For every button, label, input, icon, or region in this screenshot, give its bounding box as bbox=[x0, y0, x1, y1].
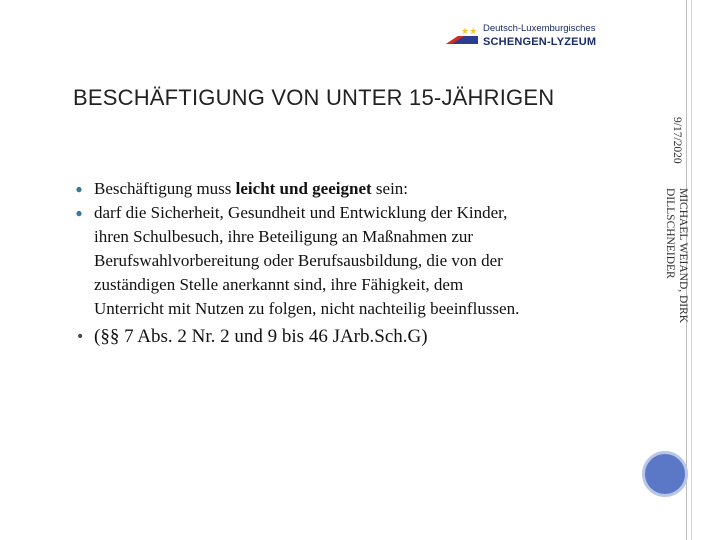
bullet-line: Berufswahlvorbereitung oder Berufsausbildung, die von der bbox=[94, 251, 503, 270]
author-line2: DILLSCHNEIDER bbox=[664, 188, 676, 279]
logo-text-line2: SCHENGEN-LYZEUM bbox=[483, 36, 597, 48]
bullet-text-bold: leicht und geeignet bbox=[235, 179, 372, 198]
bullet-icon: ⦁ bbox=[76, 206, 83, 220]
bullet-item bbox=[76, 201, 636, 321]
bullet-icon: ⦁ bbox=[76, 182, 83, 196]
logo-mark-icon bbox=[444, 24, 480, 46]
slide-content bbox=[76, 177, 636, 349]
bullet-item bbox=[76, 325, 636, 349]
logo-text-line1: Deutsch-Luxemburgisches bbox=[483, 23, 596, 34]
slide-title: BESCHÄFTIGUNG VON UNTER 15-JÄHRIGEN bbox=[73, 85, 555, 110]
bullet-item bbox=[76, 177, 636, 201]
slide-author bbox=[663, 188, 689, 323]
vertical-rule-secondary bbox=[691, 0, 692, 540]
svg-text:★★: ★★ bbox=[461, 27, 478, 37]
school-logo bbox=[444, 20, 614, 52]
bullet-line: Unterricht mit Nutzen zu folgen, nicht nachteilig beeinflussen. bbox=[94, 299, 520, 318]
bullet-dot-icon: • bbox=[76, 329, 85, 345]
bullet-line: zuständigen Stelle anerkannt sind, ihre Fähigkeit, dem bbox=[94, 275, 464, 294]
author-line1: MICHAEL WEIAND, DIRK bbox=[677, 188, 689, 324]
bullet-text-pre: Beschäftigung muss bbox=[94, 179, 236, 198]
bullet-text-post: sein: bbox=[371, 179, 409, 198]
slide-date: 9/17/2020 bbox=[671, 117, 683, 164]
bullet-text: (§§ 7 Abs. 2 Nr. 2 und 9 bis 46 JArb.Sch.G) bbox=[94, 326, 428, 347]
bullet-line: ihren Schulbesuch, ihre Beteiligung an Maßnahmen zur bbox=[94, 227, 474, 246]
decorative-circle bbox=[642, 451, 688, 497]
bullet-line: darf die Sicherheit, Gesundheit und Entwicklung der Kinder, bbox=[94, 203, 508, 222]
